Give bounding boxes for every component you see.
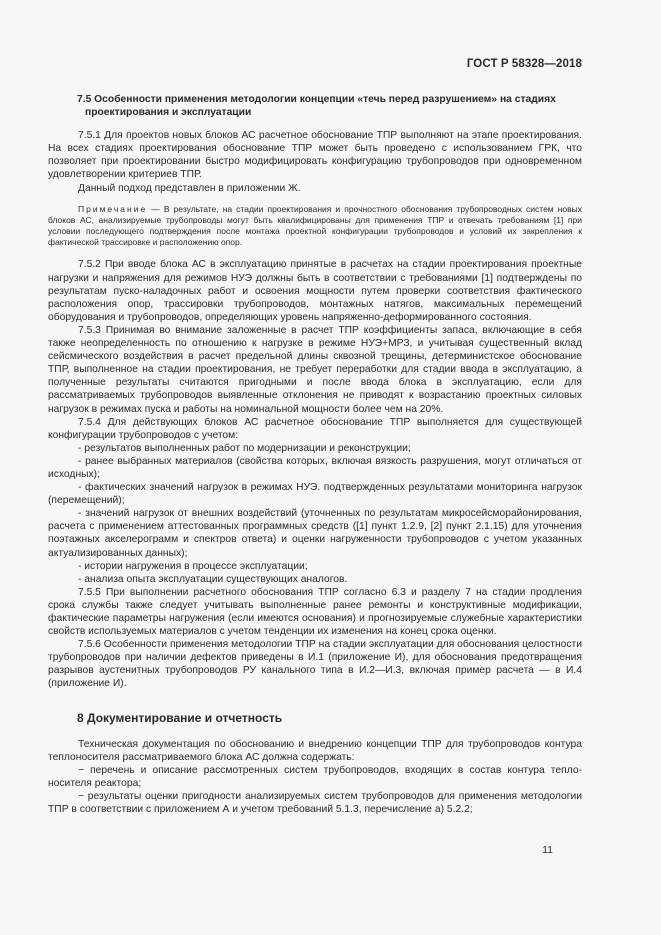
note-block (48, 204, 582, 249)
list-item: − перечень и описание рассмотренных систем трубопроводов, входящих в состав контура теплоносителя реактора; (48, 764, 582, 789)
page-number: 11 (542, 845, 553, 856)
paragraph-7-5-1-ref: Данный подход представлен в приложении Ж. (78, 182, 301, 194)
paragraph-7-5-3: 7.5.3 Принимая во внимание заложенные в расчет ТПР коэффициенты запаса, включающие в себя также неопределенность по отношению к нагрузке в режиме НУЭ+МРЗ, и учитывая существенный вклад сейсмического воздействия в расчет предельной длины сквозной трещины, детерминистское обоснование ТПР, выполненное на стадии проектирования, не требует переработки для стадии ввода в эксплуатацию, а полученные результаты считаются пригодными и после ввода блока в эксплуатацию, если для рассматриваемых трубопроводов выявленные отклонения не приводят к возрастанию проектных силовых нагрузок в режимах пуска и работы на номинальной мощности более чем на 20%. (48, 324, 582, 415)
paragraph-7-5-5: 7.5.5 При выполнении расчетного обоснования ТПР согласно 6.3 и разделу 7 на стадии продления срока службы также следует учитывать выполненные ранее ремонты и конструктивные модификации, фактические параметры нагружения (если имеются основания) и прогнозируемые служебные характеристики свойств используемых материалов с учетом тенденции их изменения на конец срока оценки. (48, 586, 582, 638)
note-text: — В результате, на стадии проектирования и прочностного обоснования трубопроводных систем новых блоков АС, анализируемые трубопроводы могут быть квалифицированы для применения ТПР и отвечать требованиям [1] при условии последующего подтверждения после монтажа проектной конфигурации трубопроводов и условий их закрепления к фактической трассировке и расположению опор. (48, 203, 582, 248)
paragraph-7-5-4: 7.5.4 Для действующих блоков АС расчетное обоснование ТПР выполняется для существующей конфигурации трубопроводов с учетом: (48, 416, 582, 441)
section-8-heading: 8 Документирование и отчетность (77, 710, 283, 725)
list-item: - результатов выполненных работ по модернизации и реконструкции; (78, 442, 411, 454)
note-label: Примечание (78, 203, 148, 214)
paragraph-7-5-2: 7.5.2 При вводе блока АС в эксплуатацию принятые в расчетах на стадии проектирования проектные нагрузки и напряжения для режимов НУЭ должны быть в соответствии с требованиями [1] подтверждены по результатам пуско-наладочных работ и освоения мощности путем проверки соответствия фактического расположения опор, трассировки трубопроводов, монтажных натягов, максимальных перемещений оборудования и трубопроводов, определяющих уровень напряженно-деформированного состояния. (48, 259, 582, 323)
paragraph-7-5-6: 7.5.6 Особенности применения методологии ТПР на стадии эксплуатации для обоснования целостности трубопроводов при наличии дефектов приведены в И.1 (приложение И), для обоснования предотвращения разрывов аустенитных трубопроводов РУ канального типа в И.2—И.3, включая пример расчета — в И.4 (приложение И). (48, 639, 582, 690)
list-item: - анализа опыта эксплуатации существующих аналогов. (78, 573, 348, 585)
list-item: − результаты оценки пригодности анализируемых систем трубопроводов для применения методологии ТПР в соответствии с приложением А и учетом требований 5.1.3, перечисление а) 5.2.2; (48, 791, 582, 816)
section-8-intro: Техническая документация по обоснованию и внедрению концепции ТПР для трубопроводов контура теплоносителя рассматриваемого блока АС должна содержать: (48, 738, 582, 763)
list-item: - истории нагружения в процессе эксплуатации; (78, 560, 308, 572)
section-7-5-title-line2: проектирования и эксплуатации (85, 107, 252, 119)
list-item: - значений нагрузок от внешних воздействий (уточненных по результатам микросейсморайонирования, расчета с применением аттестованных программных средств ([1] пункт 1.2.9, [2] пункт 2.1.15) для уточнения поэтажных акселерограмм и спектров ответа) и оценки нагруженности трубопроводов с учетом указанных актуализированных данных); (48, 508, 582, 559)
list-item: - ранее выбранных материалов (свойства которых, включая вязкость разрушения, могут отличаться от исходных); (48, 455, 582, 480)
paragraph-7-5-1: 7.5.1 Для проектов новых блоков АС расчетное обоснование ТПР выполняют на этапе проектирования. На всех стадиях проектирования обоснование ТПР может быть проведено с использованием ГРК, что позволяет при проектировании быстро модифицировать конфигурацию трубопроводов при одновременном удовлетворении критериев ТПР. (48, 130, 582, 181)
list-item: - фактических значений нагрузок в режимах НУЭ. подтвержденных результатами мониторинга нагрузок (перемещений); (48, 482, 582, 507)
page-content (48, 93, 582, 816)
standard-number: ГОСТ Р 58328—2018 (466, 58, 582, 70)
section-7-5-title-line1: 7.5 Особенности применения методологии концепции «течь перед разрушением» на стадиях (77, 94, 556, 105)
section-7-5-heading (48, 93, 582, 119)
